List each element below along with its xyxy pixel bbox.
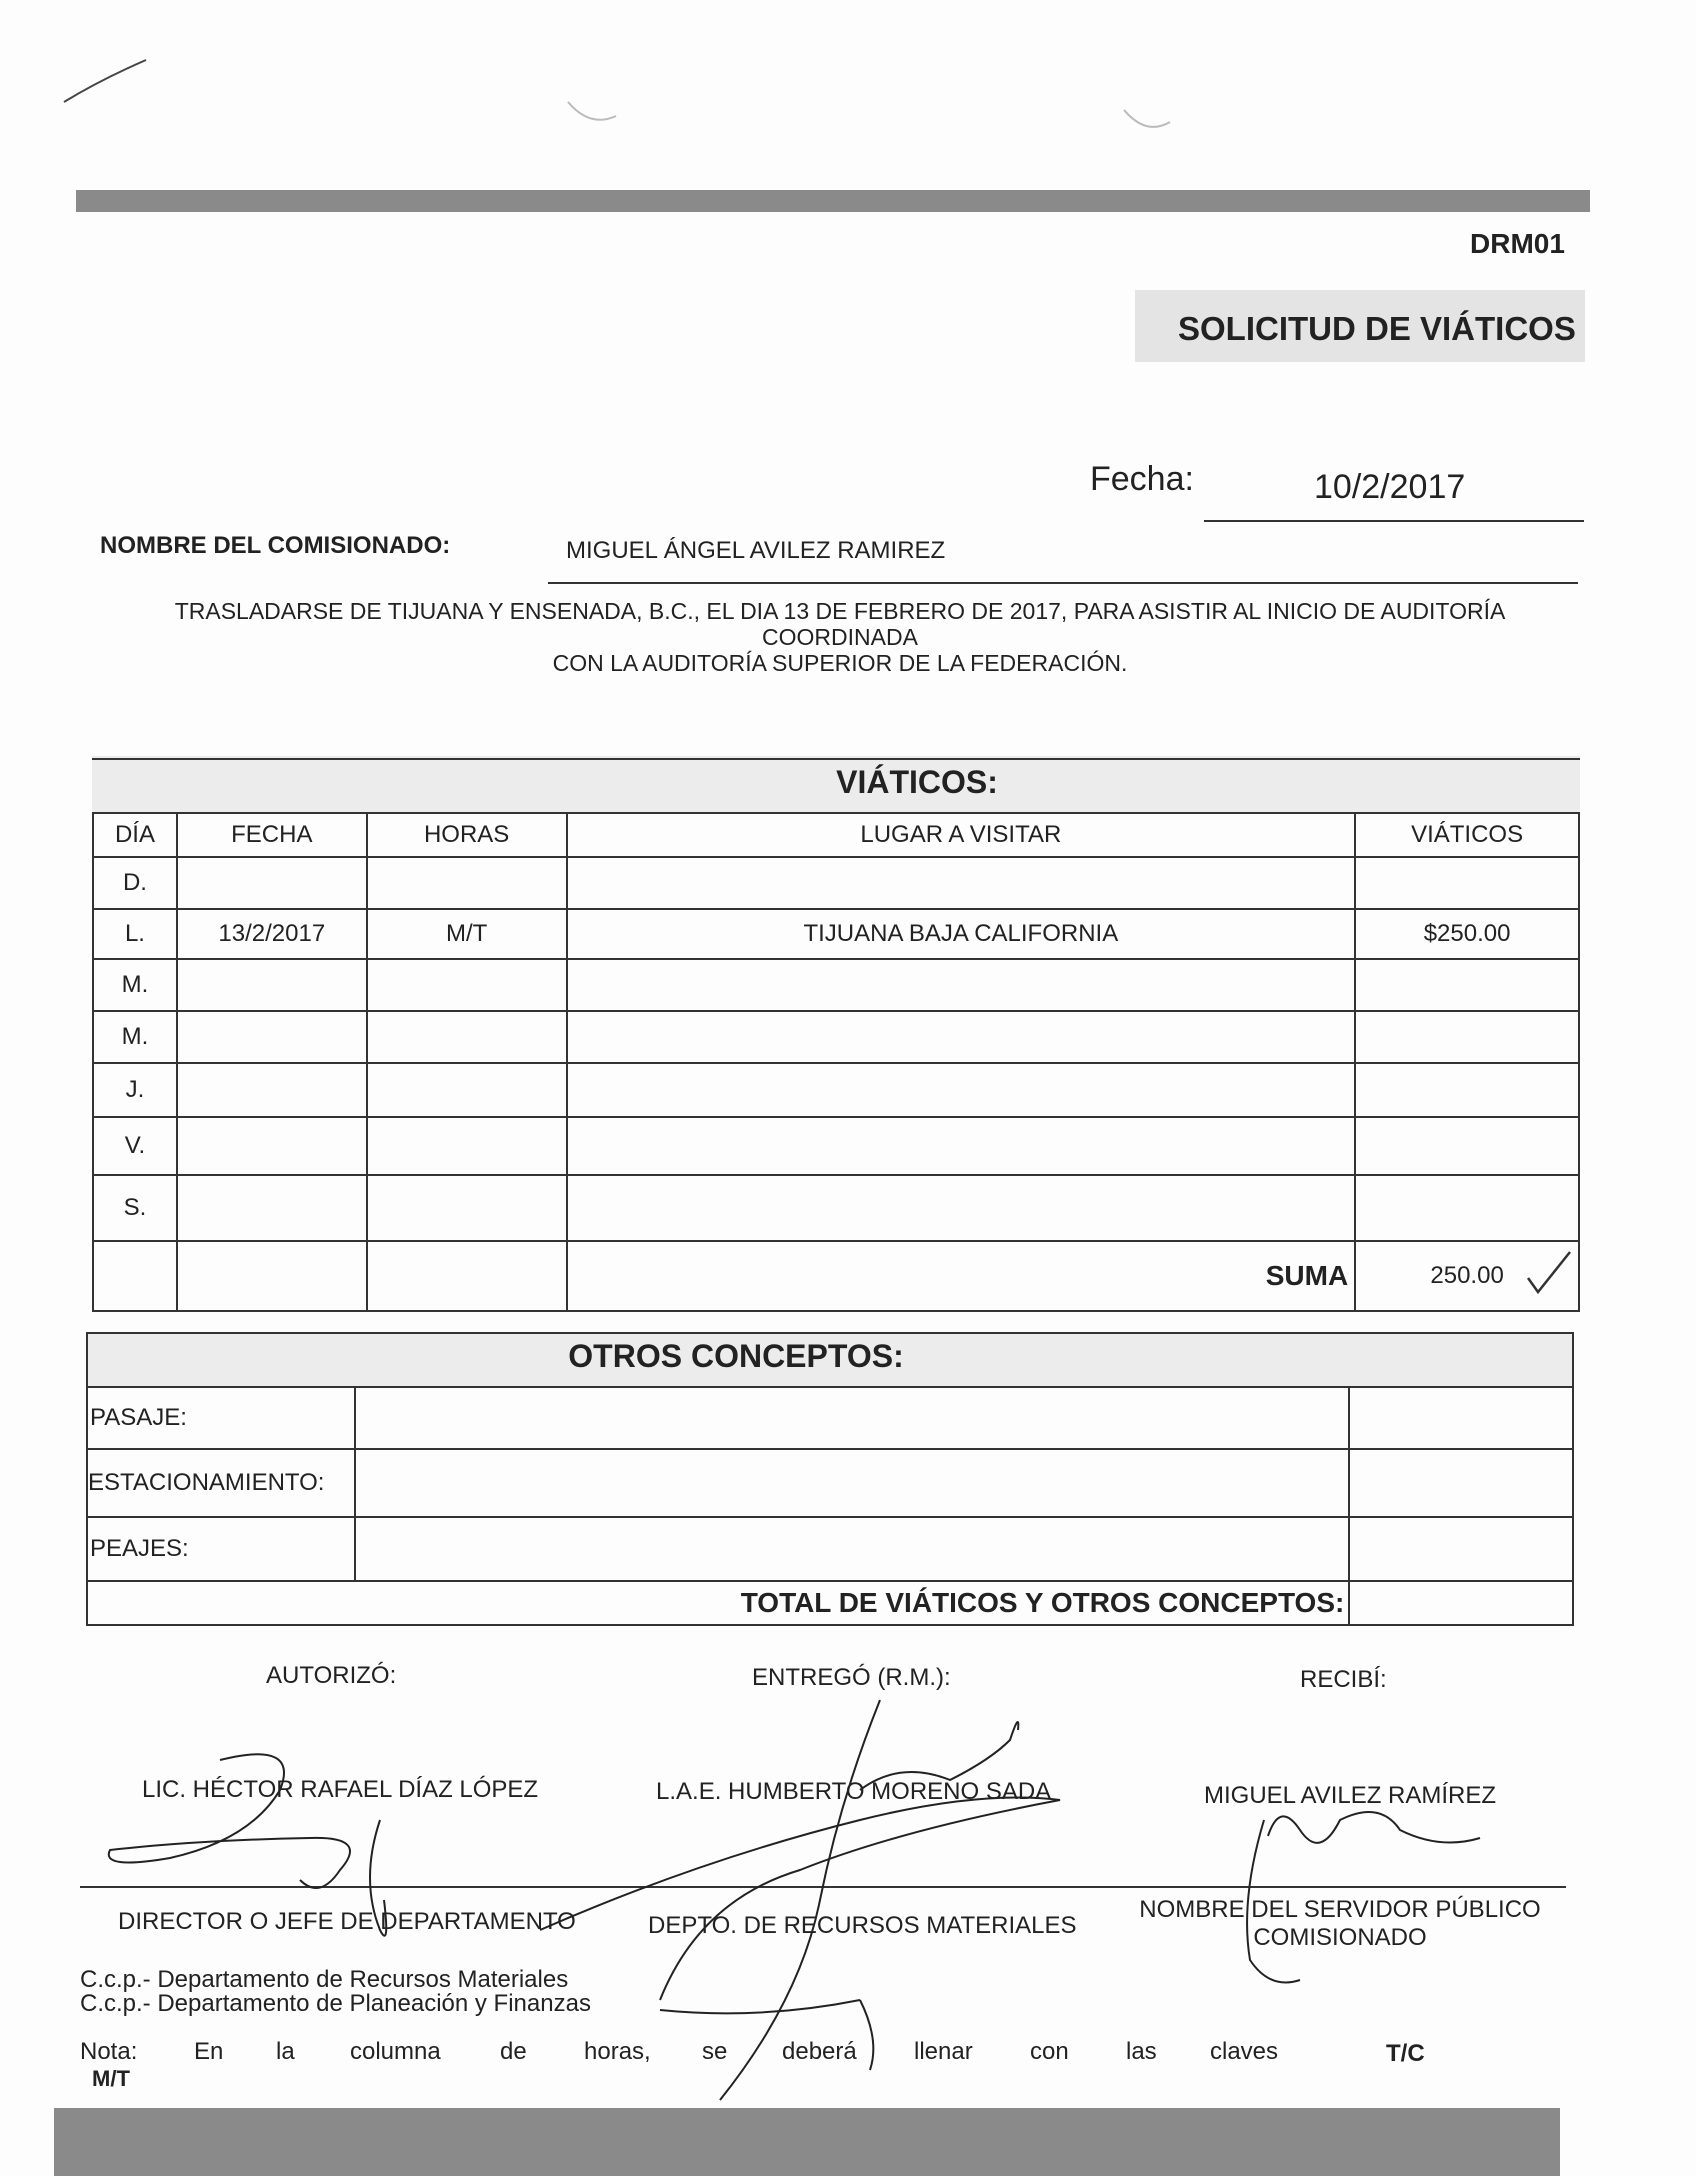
otros-peajes-label: PEAJES: <box>87 1517 355 1581</box>
nota-word: se <box>702 2038 728 2065</box>
nota-word: deberá <box>782 2038 857 2065</box>
viaticos-title: VIÁTICOS: <box>836 764 998 800</box>
recibi-role-line-2: COMISIONADO <box>1253 1924 1427 1951</box>
nombre-label: NOMBRE DEL COMISIONADO: <box>100 532 451 559</box>
header-lugar: LUGAR A VISITAR <box>567 813 1356 857</box>
nota-word: horas, <box>584 2038 651 2065</box>
form-code: DRM01 <box>1470 228 1565 259</box>
nota-word: las <box>1126 2038 1157 2065</box>
entrego-name: L.A.E. HUMBERTO MORENO SADA <box>656 1778 1052 1805</box>
nota-clave-mt: M/T <box>92 2066 130 2091</box>
cell-dia: D. <box>93 857 177 909</box>
recibi-role-line-1: NOMBRE DEL SERVIDOR PÚBLICO <box>1139 1896 1541 1923</box>
otros-estacionamiento-label: ESTACIONAMIENTO: <box>87 1449 355 1517</box>
entrego-label: ENTREGÓ (R.M.): <box>752 1664 951 1691</box>
nota-word: de <box>500 2038 527 2065</box>
recibi-name: MIGUEL AVILEZ RAMÍREZ <box>1204 1782 1497 1809</box>
nota-word: Nota: <box>80 2038 138 2065</box>
nota-word: claves <box>1210 2038 1279 2065</box>
form-title: SOLICITUD DE VIÁTICOS <box>1178 310 1576 347</box>
cell-lugar[interactable]: TIJUANA BAJA CALIFORNIA <box>567 909 1356 959</box>
nota-word: columna <box>350 2038 441 2065</box>
suma-amount: 250.00 <box>1430 1262 1504 1289</box>
cell-dia: L. <box>93 909 177 959</box>
nota-word: con <box>1030 2038 1069 2065</box>
cell-dia: V. <box>93 1117 177 1175</box>
fecha-value: 10/2/2017 <box>1314 468 1466 506</box>
header-fecha: FECHA <box>177 813 367 857</box>
motivo-line-1: TRASLADARSE DE TIJUANA Y ENSENADA, B.C., EL DIA 13 DE FEBRERO DE 2017, PARA ASISTIR AL INICIO DE AUDITORÍA COORDINADA <box>174 598 1506 650</box>
autorizo-role: DIRECTOR O JEFE DE DEPARTAMENTO <box>118 1908 576 1935</box>
nombre-value: MIGUEL ÁNGEL AVILEZ RAMIREZ <box>566 537 946 564</box>
entrego-role: DEPTO. DE RECURSOS MATERIALES <box>648 1912 1077 1939</box>
ccp-line-2: C.c.p.- Departamento de Planeación y Finanzas <box>80 1990 591 2017</box>
motivo-line-2: CON LA AUDITORÍA SUPERIOR DE LA FEDERACIÓN. <box>552 650 1128 676</box>
cell-dia: J. <box>93 1063 177 1117</box>
fecha-label: Fecha: <box>1090 460 1194 498</box>
ccp-line-1: C.c.p.- Departamento de Recursos Materiales <box>80 1966 569 1993</box>
autorizo-label: AUTORIZÓ: <box>266 1662 397 1689</box>
header-dia: DÍA <box>93 813 177 857</box>
otros-title: OTROS CONCEPTOS: <box>568 1338 904 1374</box>
nota-word: la <box>276 2038 295 2065</box>
cell-dia: S. <box>93 1175 177 1241</box>
suma-label: SUMA <box>567 1241 1356 1311</box>
nota-clave-tc: T/C <box>1386 2040 1425 2067</box>
cell-monto[interactable]: $250.00 <box>1355 909 1579 959</box>
cell-horas[interactable]: M/T <box>367 909 567 959</box>
nota-word: llenar <box>914 2038 973 2065</box>
header-viaticos: VIÁTICOS <box>1355 813 1579 857</box>
autorizo-name: LIC. HÉCTOR RAFAEL DÍAZ LÓPEZ <box>142 1776 539 1803</box>
nota-word: En <box>194 2038 224 2065</box>
otros-pasaje-label: PASAJE: <box>87 1387 355 1449</box>
total-label: TOTAL DE VIÁTICOS Y OTROS CONCEPTOS: <box>87 1581 1349 1625</box>
recibi-label: RECIBÍ: <box>1300 1666 1387 1693</box>
cell-dia: M. <box>93 959 177 1011</box>
header-horas: HORAS <box>367 813 567 857</box>
cell-fecha[interactable]: 13/2/2017 <box>177 909 367 959</box>
cell-dia: M. <box>93 1011 177 1063</box>
